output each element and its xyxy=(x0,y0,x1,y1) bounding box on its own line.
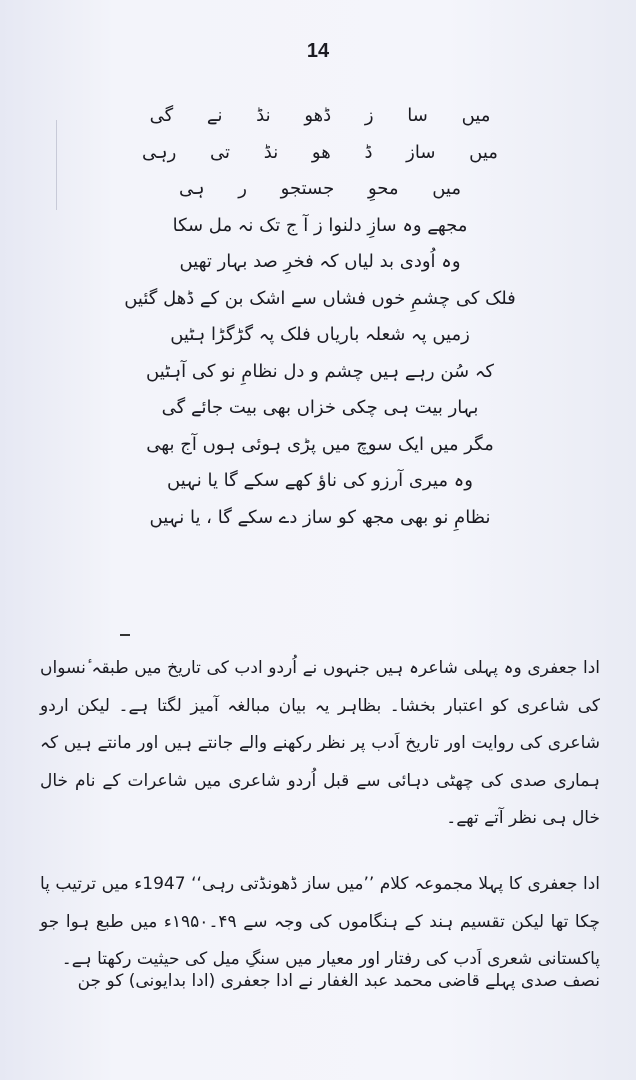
poem-line: فلک کی چشمِ خوں فشاں سے اشک بن کے ڈھل گئیں xyxy=(124,287,516,309)
poem-line: میں محوِ جستجو ر ہی xyxy=(179,178,461,199)
poem-line: مگر میں ایک سوچ میں پڑی ہوئی ہوں آج بھی xyxy=(146,433,494,455)
section-divider xyxy=(120,634,130,636)
poem-line: زمیں پہ شعلہ باریاں فلک پہ گڑگڑا ہٹیں xyxy=(170,324,470,345)
paragraph: ادا جعفری وہ پہلی شاعرہ ہیں جنہوں نے اُردو ادب کی تاریخ میں طبقہ ٔنسواں کی شاعری کو اعتبار بخشا۔ بظاہر یہ بیان مبالغہ آمیز لگتا ہے۔ لیکن اردو شاعری کی روایت اور تاریخ اَدب پر نظر رکھنے والے جانتے ہیں اور مانتے ہیں کہ ہماری صدی کی چھٹی دہائی سے قبل اُردو شاعری میں شاعرات کے نام خال خال ہی نظر آتے تھے۔ xyxy=(40,658,600,828)
poem-line: میں سا ز ڈھو نڈ نے گی xyxy=(149,105,491,126)
margin-rule xyxy=(56,120,57,210)
poem-line: نظامِ نو بھی مجھ کو ساز دے سکے گا ، یا نہیں xyxy=(149,506,491,528)
paragraph: نصف صدی پہلے قاضی محمد عبد الغفار نے ادا جعفری (ادا بدایونی) کو جن xyxy=(77,971,600,991)
poem-line: کہ سُن رہے ہیں چشم و دل نظامِ نو کی آہٹیں xyxy=(146,360,494,382)
poem-line: میں ساز ڈ ھو نڈ تی رہی xyxy=(142,141,498,163)
poem-line: مجھے وہ سازِ دلنوا ز آ ج تک نہ مل سکا xyxy=(172,214,468,236)
poem-line: وہ اُودی بد لیاں کہ فخرِ صد بہار تھیں xyxy=(179,251,461,272)
poem xyxy=(110,98,530,536)
poem-line: بہار بیت ہی چکی خزاں بھی بیت جائے گی xyxy=(161,397,479,418)
paragraph: ادا جعفری کا پہلا مجموعہ کلام ’’میں ساز ڈھونڈتی رہی‘‘ 1947ء میں ترتیب پا چکا تھا لیکن تقسیم ہند کے ہنگاموں کی وجہ سے ۴۹۔۱۹۵۰ء میں طبع ہوا جو پاکستانی شعری اَدب کی رفتار اور معیار میں سنگِ میل کی حیثیت رکھتا ہے۔ xyxy=(40,874,600,969)
poem-line: وہ میری آرزو کی ناؤ کھے سکے گا یا نہیں xyxy=(167,470,473,491)
page-number: 14 xyxy=(306,40,330,62)
